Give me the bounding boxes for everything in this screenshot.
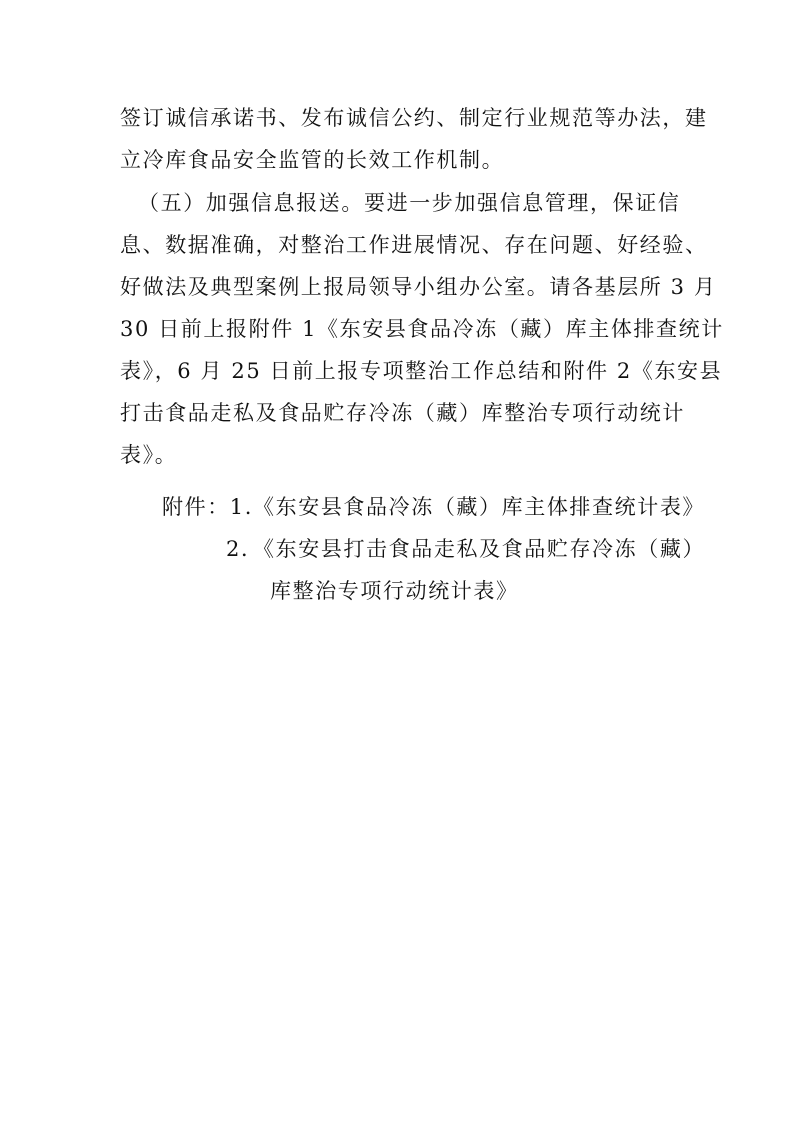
body-text-line: 表》，6 月 25 日前上报专项整治工作总结和附件 2《东安县 (120, 359, 723, 383)
body-text-line: 好做法及典型案例上报局领导小组办公室。请各基层所 3 月 (120, 275, 717, 299)
body-text-line: 30 日前上报附件 1《东安县食品冷冻（藏）库主体排查统计 (120, 317, 724, 341)
body-text-line: 签订诚信承诺书、发布诚信公约、制定行业规范等办法，建 (120, 106, 708, 130)
section-heading-line: （五）加强信息报送。要进一步加强信息管理，保证信 (138, 191, 681, 215)
body-text-line: 息、数据准确，对整治工作进展情况、存在问题、好经验、 (120, 233, 708, 257)
body-text-line: 立冷库食品安全监管的长效工作机制。 (120, 148, 505, 172)
attachment-line-1: 附件：1.《东安县食品冷冻（藏）库主体排查统计表》 (162, 495, 706, 519)
attachment-line-2: 2．《东安县打击食品走私及食品贮存冷冻（藏） (226, 537, 706, 561)
body-text-line: 表》。 (120, 443, 178, 467)
body-text-line: 打击食品走私及食品贮存冷冻（藏）库整治专项行动统计 (120, 401, 685, 425)
attachment-line-3: 库整治专项行动统计表》 (270, 579, 519, 603)
